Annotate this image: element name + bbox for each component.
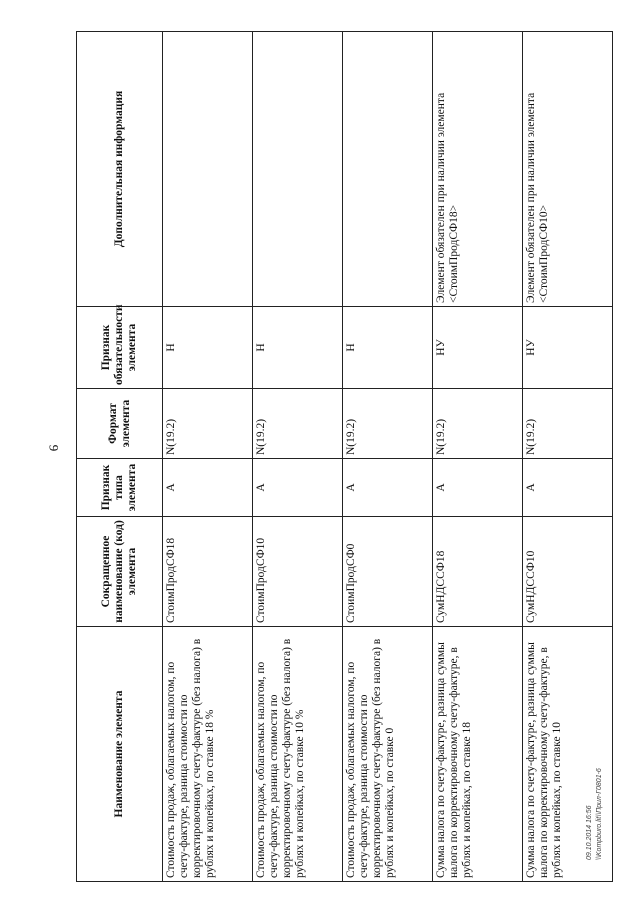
cell-info: Элемент обязателен при наличии элемента <СтоимПродСФ10> (523, 32, 613, 307)
cell-name: Сумма налога по счету-фактуре, разница суммы налога по корректировочному счету-фактуре, в рублях и копейках, по ставке 18 (433, 627, 523, 882)
header-code: Сокращенное наименование (код) элемента (77, 517, 163, 627)
cell-required: НУ (433, 307, 523, 389)
header-info: Дополнительная информация (77, 32, 163, 307)
cell-name: Стоимость продаж, облагаемых налогом, по счету-фактуре, разница стоимости по корректировочному счету-фактуре (без налога) в рублях и копейках, по ставке 18 % (163, 627, 253, 882)
cell-required: НУ (523, 307, 613, 389)
cell-code: СумНДССФ18 (433, 517, 523, 627)
cell-info (343, 32, 433, 307)
cell-format: N(19.2) (253, 389, 343, 459)
cell-type: А (433, 459, 523, 517)
table-row (433, 32, 523, 882)
cell-format: N(19.2) (433, 389, 523, 459)
cell-type: А (343, 459, 433, 517)
cell-type: А (253, 459, 343, 517)
header-required: Признак обязательности элемента (77, 307, 163, 389)
header-name: Наименование элемента (77, 627, 163, 882)
cell-format: N(19.2) (523, 389, 613, 459)
cell-format: N(19.2) (343, 389, 433, 459)
header-format: Формат элемента (77, 389, 163, 459)
cell-name: Стоимость продаж, облагаемых налогом, по счету-фактуре, разница стоимости по корректировочному счету-фактуре (без налога) в рублях и копейках, по ставке 0 (343, 627, 433, 882)
cell-info (163, 32, 253, 307)
cell-type: А (523, 459, 613, 517)
table-header-row (77, 32, 163, 882)
table-row (253, 32, 343, 882)
cell-info (253, 32, 343, 307)
cell-name: Сумма налога по счету-фактуре, разница суммы налога по корректировочному счету-фактуре, в рублях и копейках, по ставке 10 (523, 627, 613, 882)
elements-table (76, 31, 613, 882)
table-row (343, 32, 433, 882)
cell-format: N(19.2) (163, 389, 253, 459)
cell-type: А (163, 459, 253, 517)
footer-note (586, 700, 626, 860)
cell-name: Стоимость продаж, облагаемых налогом, по счету-фактуре, разница стоимости по корректировочному счету-фактуре (без налога) в рублях и копейках, по ставке 10 % (253, 627, 343, 882)
footer-filepath: \\Kompburo.lit\\Прил-Г0801-6 (596, 768, 603, 860)
page-number: 9 (46, 444, 62, 452)
cell-code: СтоимПродСФ18 (163, 517, 253, 627)
cell-info: Элемент обязателен при наличии элемента <СтоимПродСФ18> (433, 32, 523, 307)
footer-timestamp: 09.10.2014 16:56 (586, 805, 593, 860)
cell-code: СтоимПродСФ0 (343, 517, 433, 627)
cell-required: Н (163, 307, 253, 389)
header-type: Признак типа элемента (77, 459, 163, 517)
cell-required: Н (343, 307, 433, 389)
table-row (163, 32, 253, 882)
cell-code: СтоимПродСФ10 (253, 517, 343, 627)
cell-required: Н (253, 307, 343, 389)
table-container (76, 32, 576, 882)
cell-code: СумНДССФ10 (523, 517, 613, 627)
